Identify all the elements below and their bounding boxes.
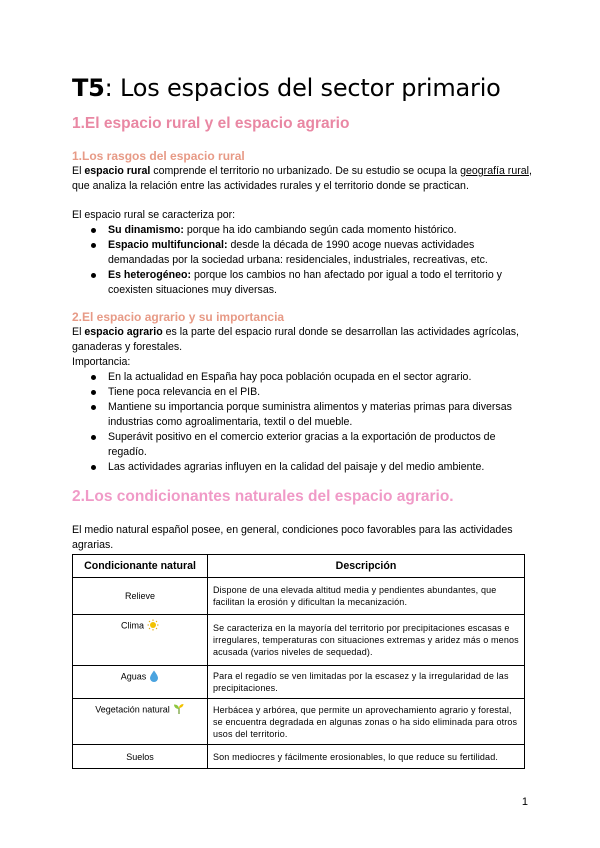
title-text: : Los espacios del sector primario: [104, 74, 501, 102]
condition-name: Suelos: [73, 745, 208, 769]
subsection2-heading: 2.El espacio agrario y su importancia: [72, 310, 285, 324]
condition-description: Dispone de una elevada altitud media y pendientes abundantes, que facilitan la erosión y dificultan la mecanización.: [208, 578, 525, 615]
section2-intro: El medio natural español posee, en general, condiciones poco favorables para las actividades agrarias.: [72, 524, 513, 551]
conditions-table: [72, 554, 525, 769]
table-row: [73, 699, 525, 745]
list-item: Es heterogéneo: porque los cambios no han afectado por igual a todo el territorio y coexisten situaciones muy diversas.: [72, 268, 527, 298]
list-item: Tiene poca relevancia en el PIB.: [72, 385, 527, 400]
list-item: En la actualidad en España hay poca población ocupada en el sector agrario.: [72, 370, 527, 385]
condition-description: Se caracteriza en la mayoría del territorio por precipitaciones escasas e irregulares, temperaturas con situaciones extremas y aridez más o menos acusada (varios niveles de sequedad).: [208, 615, 525, 666]
condition-description: Para el regadío se ven limitadas por la escasez y la irregularidad de las precipitaciones.: [208, 666, 525, 699]
list-item: Espacio multifuncional: desde la década de 1990 acoge nuevas actividades demandadas por la sociedad urbana: residenciales, industriales, recreativas, etc.: [72, 238, 527, 268]
condition-name: Relieve: [73, 578, 208, 615]
water-drop-icon: [149, 670, 159, 684]
espacio-rural-paragraph: El espacio rural comprende el territorio no urbanizado. De su estudio se ocupa la geografía rural, que analiza la relación entre las actividades rurales y el territorio donde se practican.: [72, 165, 532, 192]
sun-icon: [147, 619, 159, 633]
condition-description: Herbácea y arbórea, que permite un aprovechamiento agrario y forestal, se encuentra degradada en algunas zonas o ha sido eliminada para otros usos del territorio.: [208, 699, 525, 745]
condition-name: Vegetación natural: [73, 699, 208, 745]
list-item: Las actividades agrarias influyen en la calidad del paisaje y del medio ambiente.: [72, 460, 527, 475]
condition-description: Son mediocres y fácilmente erosionables, lo que reduce su fertilidad.: [208, 745, 525, 769]
section1-heading: 1.El espacio rural y el espacio agrario: [72, 115, 350, 132]
title-prefix: T5: [72, 74, 105, 102]
list-item: Superávit positivo en el comercio exterior gracias a la exportación de productos de regadío.: [72, 430, 527, 460]
condition-name: Clima: [73, 615, 208, 666]
importance-intro: Importancia:: [72, 356, 131, 368]
page-title: [72, 72, 501, 104]
rural-characteristics-list: [72, 223, 527, 298]
column-header: Descripción: [208, 555, 525, 578]
table-row: [73, 745, 525, 769]
column-header: Condicionante natural: [73, 555, 208, 578]
table-row: [73, 578, 525, 615]
list-item: Mantiene su importancia porque suministra alimentos y materias primas para diversas industrias como agroalimentaria, textil o del mueble.: [72, 400, 527, 430]
page-number: 1: [521, 796, 528, 808]
table-header-row: [73, 555, 525, 578]
list-item: Su dinamismo: porque ha ido cambiando según cada momento histórico.: [72, 223, 527, 238]
geografia-rural-link[interactable]: geografía rural: [460, 165, 529, 177]
importance-list: [72, 370, 527, 475]
condition-name: Aguas: [73, 666, 208, 699]
table-row: [73, 615, 525, 666]
seedling-icon: [173, 703, 185, 717]
espacio-agrario-paragraph: El espacio agrario es la parte del espacio rural donde se desarrollan las actividades agrícolas, ganaderas y forestales.: [72, 326, 519, 353]
rural-intro: El espacio rural se caracteriza por:: [72, 209, 236, 221]
section2-heading: 2.Los condicionantes naturales del espacio agrario.: [72, 488, 454, 505]
table-row: [73, 666, 525, 699]
subsection1-heading: 1.Los rasgos del espacio rural: [72, 149, 245, 163]
